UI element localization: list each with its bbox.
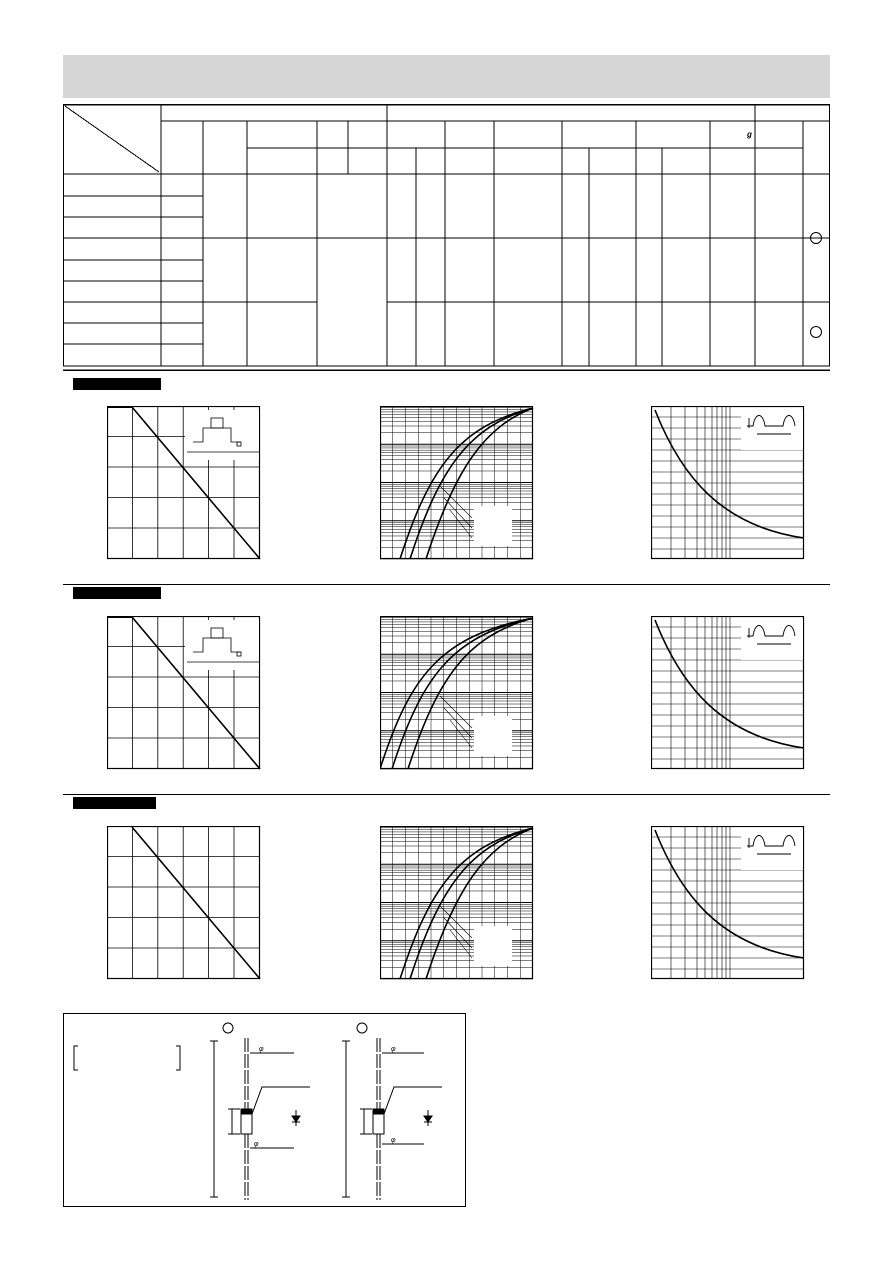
forward-iv-graph — [380, 406, 534, 560]
iv-curve-2 — [410, 828, 533, 979]
iv-curve-2 — [410, 408, 533, 559]
header-glyph: g — [747, 130, 752, 139]
dimension-symbol: φ — [391, 1046, 396, 1053]
surge-current-graph — [651, 406, 805, 560]
derating-graph — [107, 406, 261, 560]
section-label-1 — [73, 378, 161, 390]
forward-iv-graph — [380, 826, 534, 980]
section-label-3 — [73, 797, 156, 809]
package-label-circle — [357, 1023, 367, 1033]
package-mark-circle — [811, 327, 822, 338]
forward-iv-graph — [380, 616, 534, 770]
outline-drawing — [64, 1014, 467, 1208]
surge-current-graph — [651, 616, 805, 770]
outline-drawing-box — [63, 1013, 466, 1207]
derating-graph — [107, 616, 261, 770]
surge-current-graph — [651, 826, 805, 980]
dimension-symbol: φ — [254, 1141, 259, 1148]
section-label-2 — [73, 587, 161, 599]
derating-curve — [132, 827, 260, 979]
iv-curve-1 — [400, 828, 533, 979]
package-label-circle — [223, 1023, 233, 1033]
iv-curve-1 — [400, 408, 533, 559]
section-divider — [63, 584, 830, 585]
section-divider — [63, 794, 830, 795]
dimension-symbol: φ — [259, 1046, 264, 1053]
dimension-symbol: φ — [391, 1137, 396, 1144]
derating-graph — [107, 826, 261, 980]
title-band — [63, 55, 830, 98]
spec-table — [63, 104, 830, 371]
